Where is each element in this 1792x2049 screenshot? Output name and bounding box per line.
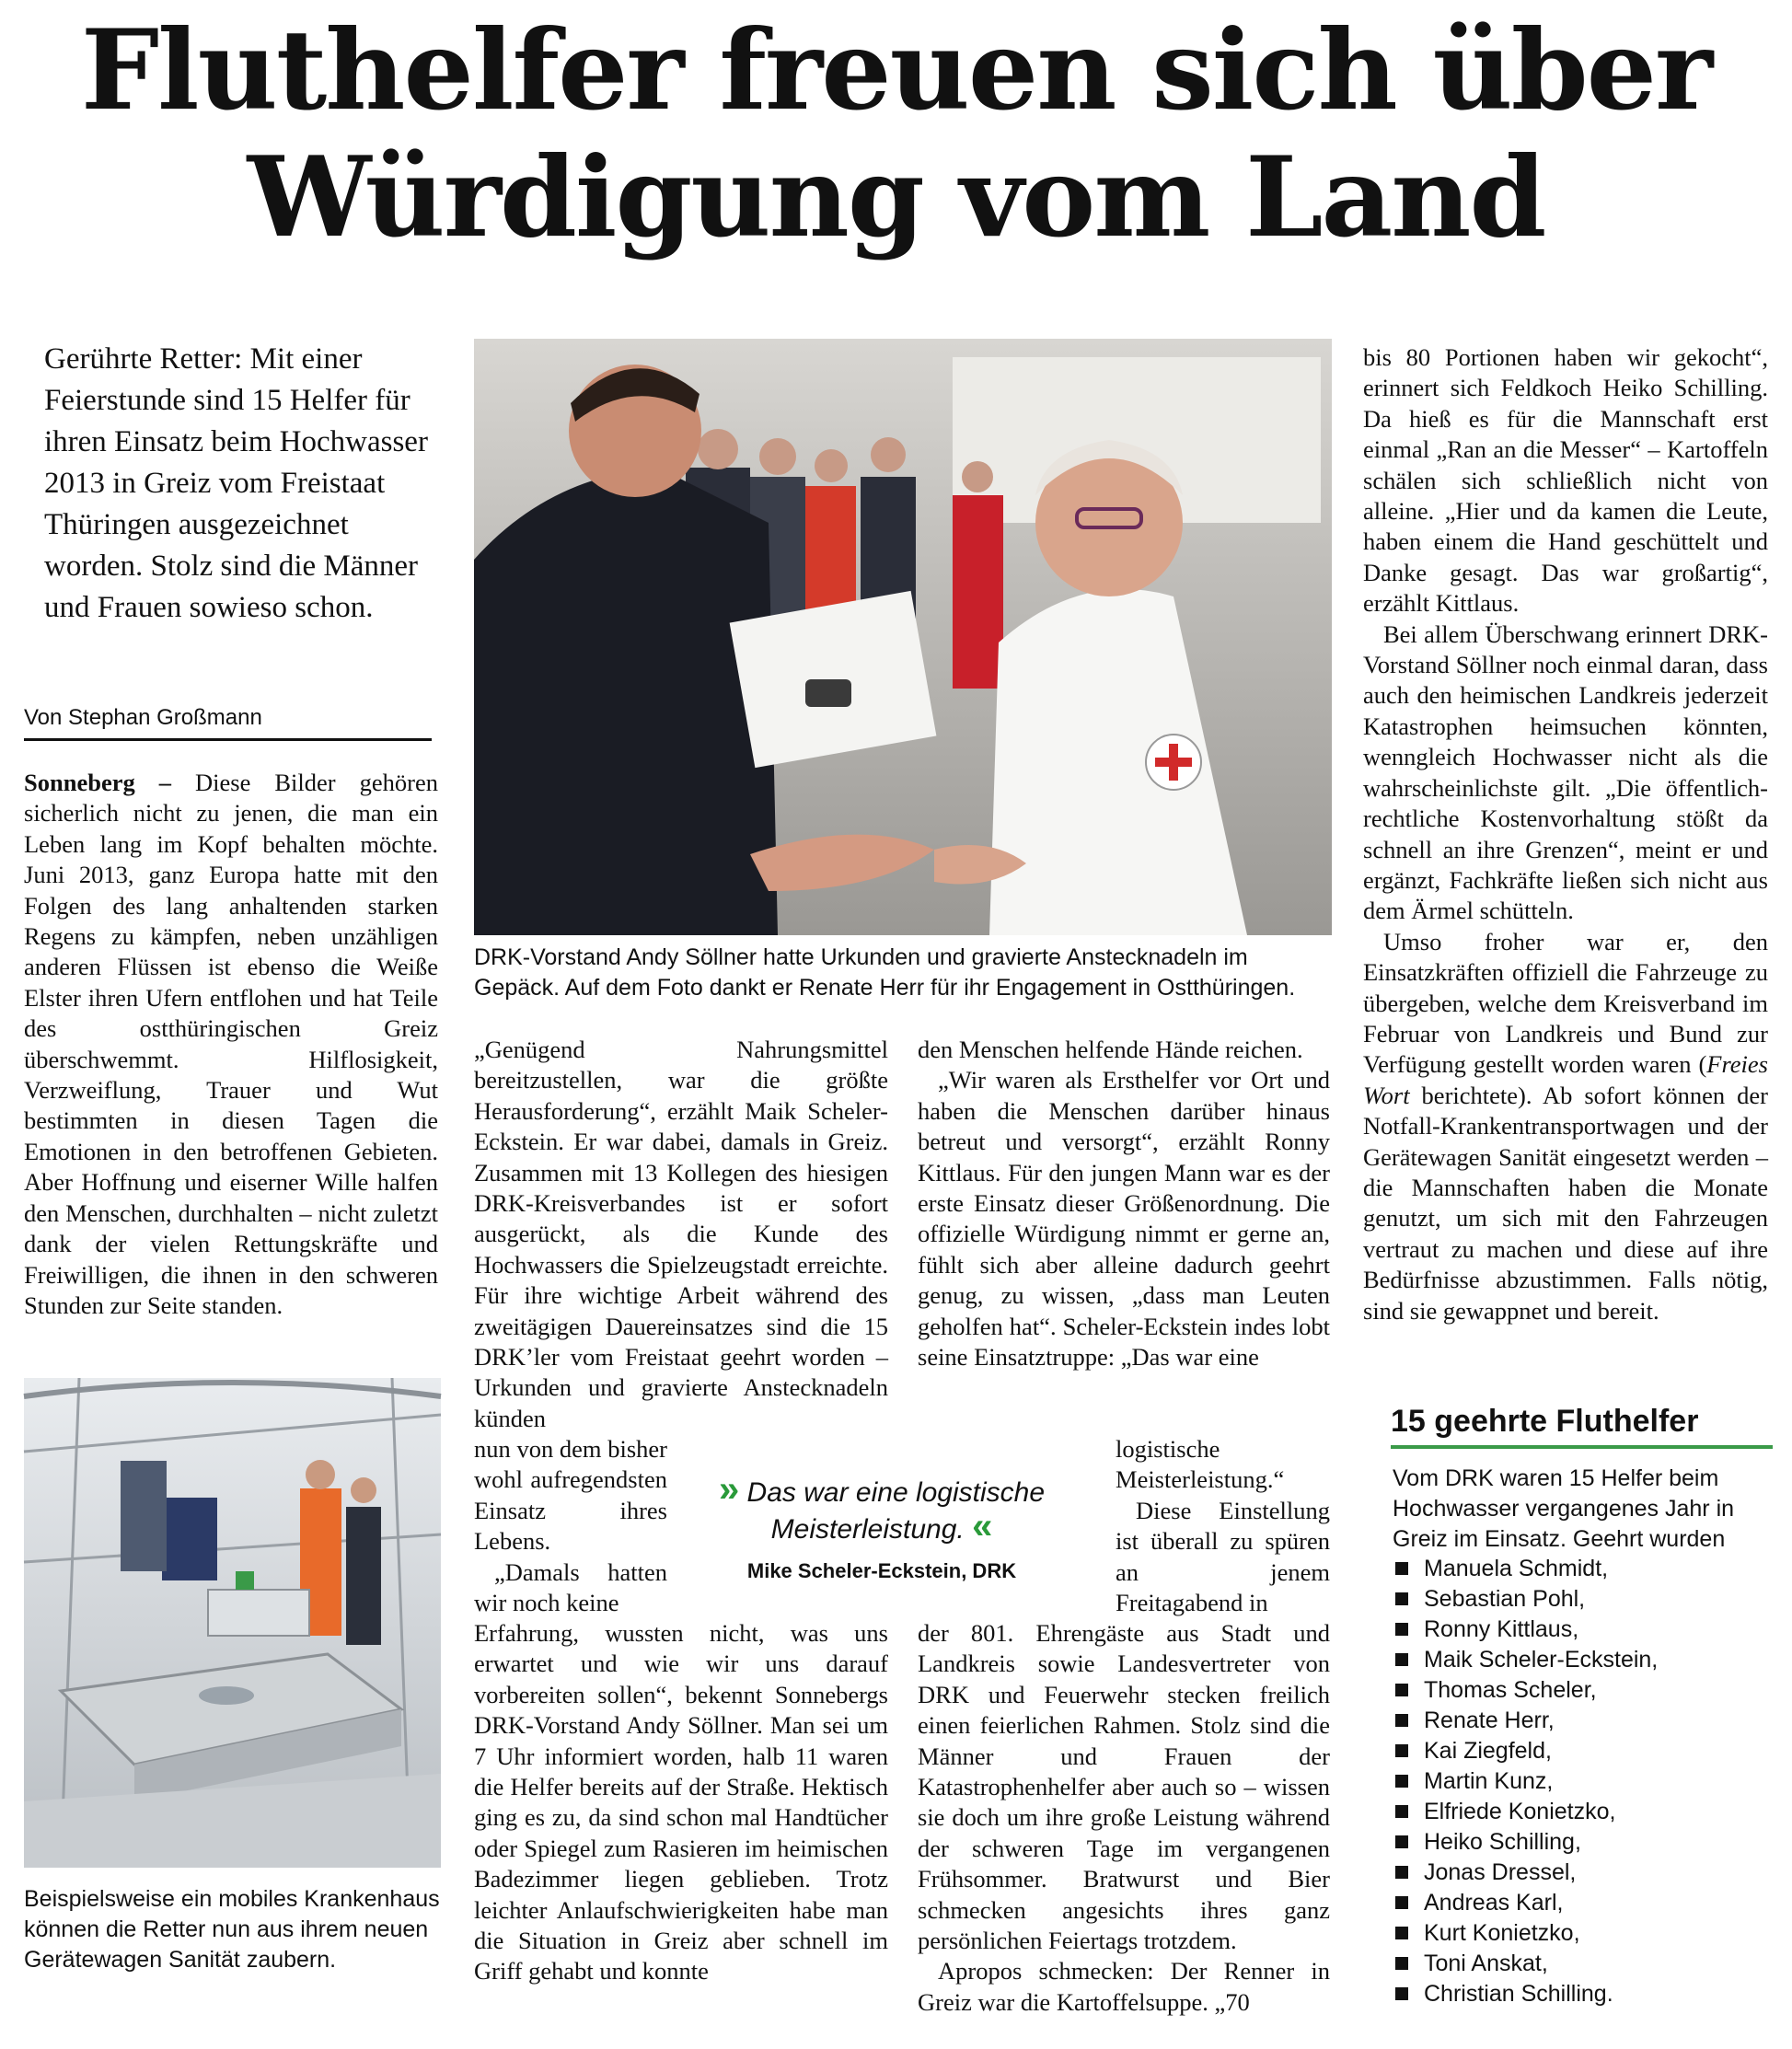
- pull-quote-text: Das war eine logistische Meisterleistung.: [746, 1477, 1046, 1545]
- list-item: Maik Scheler-Eckstein,: [1393, 1645, 1770, 1675]
- infobox-intro: Vom DRK waren 15 Helfer beim Hochwasser vergangenes Jahr in Greiz im Einsatz. Geehrt wurden: [1393, 1465, 1735, 1552]
- article-column-2c-right: [918, 1618, 1330, 2023]
- column-2a-continued: nun von dem bisher wohl aufregendsten Einsatz ihres Lebens.: [474, 1435, 667, 1556]
- column-2b-paragraph-2: „Wir waren als Ersthelfer vor Ort und haben die Menschen darüber hinaus betreut und versorgt“, erzählt Ronny Kittlaus. Für den jungen Mann war es der erste Einsatz dieser Größenordnung. Die offizielle Würdigung nimmt er gerne an, fühlt sich aber alleine dadurch geehrt genug, zu wissen, „dass man Leuten geholfen hat“. Scheler-Eckstein indes lobt seine Einsatztruppe: „Das war eine: [918, 1066, 1330, 1372]
- headline: [37, 7, 1755, 261]
- award-handshake-illustration: [474, 339, 1332, 935]
- list-item: Jonas Dressel,: [1393, 1858, 1770, 1888]
- list-item: Kurt Konietzko,: [1393, 1918, 1770, 1949]
- list-item: Manuela Schmidt,: [1393, 1554, 1770, 1584]
- column-2b-paragraph-3: Diese Einstellung ist überall zu spüren an jenem Freitagabend in: [1116, 1496, 1330, 1617]
- article-column-2a: [474, 1035, 888, 1432]
- pull-quote-author: Mike Scheler-Eckstein, DRK: [746, 1559, 1017, 1582]
- list-item: Kai Ziegfeld,: [1393, 1736, 1770, 1766]
- list-item: Thomas Scheler,: [1393, 1675, 1770, 1706]
- list-item: Christian Schilling.: [1393, 1979, 1770, 2009]
- article-column-2c-left: [474, 1618, 888, 2023]
- column-2b-paragraph-1: den Menschen helfende Hände reichen.: [918, 1036, 1303, 1063]
- photo-mobile-hospital-caption: Beispielsweise ein mobiles Krankenhaus können die Retter nun aus ihrem neuen Gerätewagen Sanität zaubern.: [24, 1886, 440, 1973]
- article-column-2b-wrap: [1116, 1434, 1330, 1618]
- photo-award-handshake-caption: DRK-Vorstand Andy Söllner hatte Urkunden und gravierte Anstecknadeln im Gepäck. Auf dem Foto dankt er Renate Herr für ihr Engagement in Ostthüringen.: [474, 944, 1296, 1001]
- lead-paragraph: Gerührte Retter: Mit einer Feierstunde sind 15 Helfer für ihren Einsatz beim Hochwasser 2013 in Greiz vom Freistaat Thüringen ausgezeichnet worden. Stolz sind die Männer und Frauen sowieso schon.: [44, 342, 428, 624]
- article-column-2b: [918, 1035, 1330, 1440]
- headline-line-2: Würdigung vom Land: [247, 133, 1545, 262]
- column-3-paragraph-1: bis 80 Portionen haben wir gekocht“, erinnert sich Feldkoch Heiko Schilling. Da hieß es für die Mannschaft erst einmal „Ran an die Messer“ – Kartoffeln schälen sich schließlich nicht von alleine. „Hier und da kamen die Leute, haben einem die Hand geschüttelt und Danke gesagt. Das war großartig“, erzählt Kittlaus.: [1363, 343, 1768, 618]
- photo-mobile-hospital: [24, 1378, 441, 1868]
- list-item: Elfriede Konietzko,: [1393, 1797, 1770, 1827]
- column-2a-paragraph-2: „Damals hatten wir noch keine: [474, 1557, 667, 1617]
- honoree-list: [1393, 1554, 1770, 2009]
- list-item: Toni Anskat,: [1393, 1949, 1770, 1979]
- article-column-2a-wrap: [474, 1434, 667, 1618]
- photo-award-handshake: [474, 339, 1332, 935]
- column-1-text: Diese Bilder gehören sicherlich nicht zu jenen, die man ein Leben lang im Kopf behalten möchte. Juni 2013, ganz Europa hatte mit den Folgen des lang anhaltenden starken Regens zu kämpfen, neben unzähligen anderen Flüssen ist ebenso die Weiße Elster ihren Ufern entflohen und hat Teile des ostthüringischen Greiz überschwemmt. Hilflosigkeit, Verzweiflung, Trauer und Wut bestimmten in diesen Tagen die Emotionen in den betroffenen Gebieten. Aber Hoffnung und eiserner Wille halfen den Menschen, durchhalten – nicht zuletzt dank der vielen Rettungskräfte und Freiwilligen, die ihnen in den schweren Stunden zur Seite standen.: [24, 769, 438, 1319]
- column-2c-right-paragraph-2: Apropos schmecken: Der Renner in Greiz war die Kartoffelsuppe. „70: [918, 1957, 1330, 2016]
- list-item: Renate Herr,: [1393, 1706, 1770, 1736]
- infobox-title: 15 geehrte Fluthelfer: [1391, 1403, 1773, 1449]
- column-2b-continued: logistische Meisterleistung.“: [1116, 1435, 1285, 1494]
- list-item: Ronny Kittlaus,: [1393, 1615, 1770, 1645]
- column-3-paragraph-3: Umso froher war er, den Einsatzkräften offiziell die Fahrzeuge zu übergeben, welche dem Kreisverband im Februar von Landkreis und Bund zur Verfügung gestellt worden waren (Freies Wort berichtete). Ab sofort können der Notfall-Krankentransportwagen und der Gerätewagen Sanität eingesetzt werden – die Mannschaften haben die Monate genutzt, um sich mit den Fahrzeugen vertraut zu machen und diese auf ihre Bedürfnisse abzustimmen. Falls nötig, sind sie gewappnet und bereit.: [1363, 927, 1768, 1325]
- column-2c-right-paragraph-1: der 801. Ehrengäste aus Stadt und Landkreis sowie Landesvertreter von DRK und Feuerwehr stecken freilich einen feierlichen Rahmen. Stolz sind die Männer und Frauen der Katastrophenhelfer aber auch so – wissen sie doch um ihre große Leistung während der schweren Tage im vergangenen Frühsommer. Bratwurst und Bier schmecken angesichts ihres ganz persönlichen Feiertags trotzdem.: [918, 1619, 1330, 1955]
- byline: Von Stephan Großmann: [24, 705, 432, 741]
- headline-line-1: Fluthelfer freuen sich über: [80, 6, 1712, 135]
- dateline: Sonneberg –: [24, 769, 172, 796]
- mobile-hospital-illustration: [24, 1378, 441, 1868]
- list-item: Andreas Karl,: [1393, 1888, 1770, 1918]
- pull-quote: » Das war eine logistische Meisterleistung. « Mike Scheler-Eckstein, DRK: [716, 1473, 1047, 1583]
- article-column-1: [24, 768, 438, 1321]
- column-2a-text: „Genügend Nahrungsmittel bereitzustellen, war die größte Herausforderung“, erzählt Maik Scheler-Eckstein. Er war dabei, damals in Greiz. Zusammen mit 13 Kollegen des hiesigen DRK-Kreisverbandes ist er sofort ausgerückt, als die Kunde des Hochwassers die Spielzeugstadt erreichte. Für ihre wichtige Arbeit während des zweitägigen Dauereinsatzes sind die 15 DRK’ler vom Freistaat geehrt worden – Urkunden und gravierte Anstecknadeln künden: [474, 1036, 888, 1432]
- list-item: Heiko Schilling,: [1393, 1827, 1770, 1858]
- column-3-paragraph-2: Bei allem Überschwang erinnert DRK-Vorstand Söllner noch einmal daran, dass auch den heimischen Landkreis jederzeit Katastrophen heimsuchen könnten, wenngleich Hochwasser nicht als die wahrscheinlichste gilt. „Die öffentlich-rechtliche Kostenvorhaltung stößt da schnell an ihre Grenzen“, meint er und ergänzt, Fachkräfte ließen sich nicht aus dem Ärmel schütteln.: [1363, 619, 1768, 925]
- publication-name: Freies Wort: [1363, 1050, 1768, 1109]
- list-item: Martin Kunz,: [1393, 1766, 1770, 1797]
- article-column-3: [1363, 342, 1768, 1326]
- column-2c-left-text: Erfahrung, wussten nicht, was uns erwartet und wie wir uns darauf vorbereiten sollen“, bekennt Sonnebergs DRK-Vorstand Andy Söllner. Man sei um 7 Uhr informiert worden, halb 11 waren die Helfer bereits auf der Straße. Hektisch ging es zu, da sind schon mal Handtücher oder Spiegel zum Rasieren im heimischen Badezimmer liegen geblieben. Trotz leichter Anlaufschwierigkeiten habe man die Situation in Greiz aber schnell im Griff gehabt und konnte: [474, 1619, 888, 1985]
- list-item: Sebastian Pohl,: [1393, 1584, 1770, 1615]
